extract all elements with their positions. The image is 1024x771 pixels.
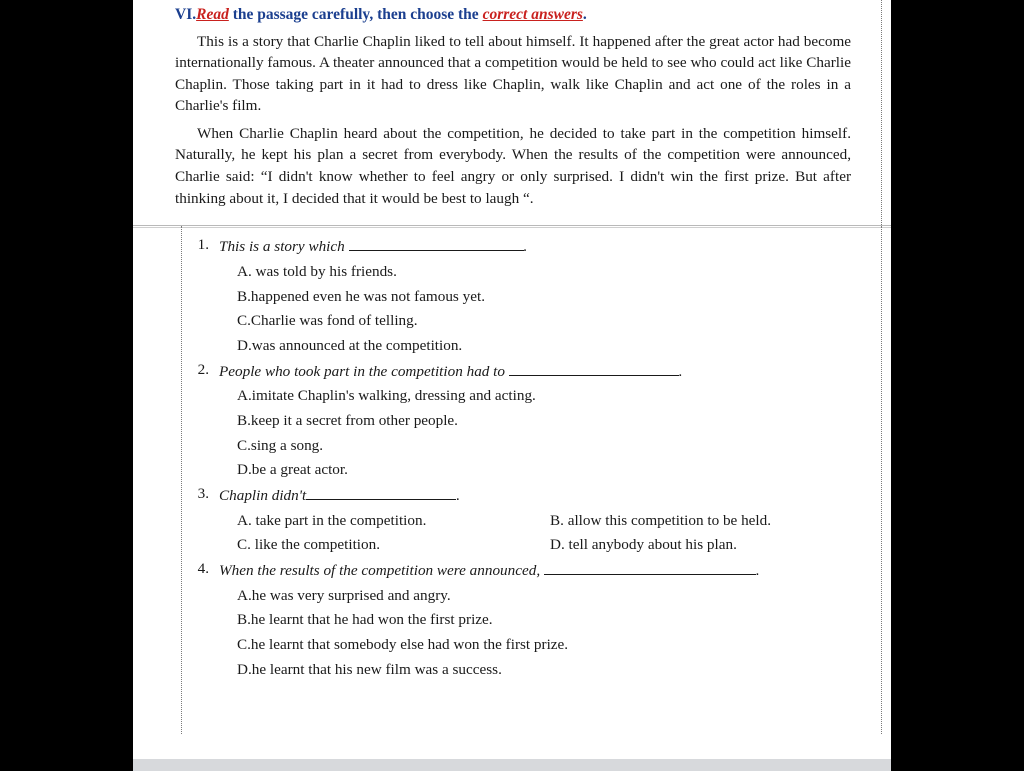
question-item [175, 485, 851, 558]
question-stem-text: Chaplin didn't [219, 486, 307, 504]
question-stem-end: . [678, 362, 683, 380]
section-heading [175, 6, 851, 25]
heading-read-word: Read [196, 6, 229, 23]
option-d[interactable]: D.be a great actor. [237, 461, 348, 479]
question-stem [219, 361, 851, 384]
option-b[interactable]: B.keep it a secret from other people. [237, 411, 458, 429]
heading-mid-text: the passage carefully, then choose the [228, 6, 483, 23]
question-stem [219, 236, 851, 259]
option-row [237, 533, 851, 558]
heading-correct-answers: correct answers [482, 6, 583, 23]
letterbox-right [891, 0, 1024, 771]
answer-blank[interactable] [306, 486, 456, 500]
option-b[interactable]: B.happened even he was not famous yet. [237, 287, 485, 305]
option-group [237, 584, 851, 683]
question-stem [219, 560, 851, 583]
question-stem-end: . [523, 238, 528, 256]
section-number: VI. [175, 6, 197, 23]
option-c[interactable]: C.Charlie was fond of telling. [237, 312, 418, 330]
option-group [237, 260, 851, 359]
passage-paragraph-2: When Charlie Chaplin heard about the competition, he decided to take part in the competition himself. Naturally, he kept his plan a secret from everybody. When the results of the competition were announced, Charlie said: “I didn't know whether to feel angry or only surprised. I didn't win the first prize. But after thinking about it, I decided that it would be best to laugh “. [175, 124, 851, 207]
scan-edge-line-right [881, 226, 883, 734]
passage-section [133, 0, 891, 226]
option-c[interactable]: C.sing a song. [237, 436, 324, 454]
question-item [175, 236, 851, 358]
option-a[interactable]: A.imitate Chaplin's walking, dressing and acting. [237, 387, 536, 405]
question-item [175, 361, 851, 483]
question-item [175, 560, 851, 682]
question-stem-text: When the results of the competition were announced, [219, 561, 544, 579]
option-d[interactable]: D. tell anybody about his plan. [550, 536, 737, 554]
questions-section [133, 226, 891, 734]
answer-blank[interactable] [544, 561, 756, 575]
answer-blank[interactable] [349, 237, 524, 251]
passage-paragraph-1: This is a story that Charlie Chaplin liked to tell about himself. It happened after the great actor had become internationally famous. A theater announced that a competition would be held to see who could act like Charlie Chaplin. Those taking part in it had to dress like Chaplin, walk like Chaplin and act one of the roles in a Charlie's film. [175, 32, 851, 115]
question-list [175, 236, 851, 682]
scan-edge-line [881, 0, 883, 225]
option-b[interactable]: B.he learnt that he had won the first prize. [237, 611, 493, 629]
option-group [237, 384, 851, 483]
option-group [237, 509, 851, 558]
letterbox-left [0, 0, 133, 771]
question-stem-text: People who took part in the competition had to [219, 362, 509, 380]
option-a[interactable]: A. take part in the competition. [237, 511, 427, 529]
option-d[interactable]: D.was announced at the competition. [237, 336, 463, 354]
answer-blank[interactable] [509, 362, 679, 376]
option-a[interactable]: A. was told by his friends. [237, 263, 397, 281]
question-number: 2. [197, 360, 209, 378]
question-number: 3. [197, 484, 209, 502]
question-stem-text: This is a story which [219, 238, 349, 256]
question-stem [219, 485, 851, 508]
heading-end-period: . [582, 6, 587, 23]
document-page [133, 0, 891, 771]
option-b[interactable]: B. allow this competition to be held. [550, 511, 772, 529]
question-stem-end: . [755, 561, 760, 579]
option-c[interactable]: C. like the competition. [237, 536, 380, 554]
question-stem-end: . [456, 486, 461, 504]
question-number: 4. [197, 559, 209, 577]
question-number: 1. [197, 236, 209, 254]
option-row [237, 509, 851, 534]
option-d[interactable]: D.he learnt that his new film was a success. [237, 660, 502, 678]
option-a[interactable]: A.he was very surprised and angry. [237, 586, 451, 604]
option-c[interactable]: C.he learnt that somebody else had won the first prize. [237, 635, 569, 653]
bottom-scroll-bar[interactable] [133, 759, 891, 771]
